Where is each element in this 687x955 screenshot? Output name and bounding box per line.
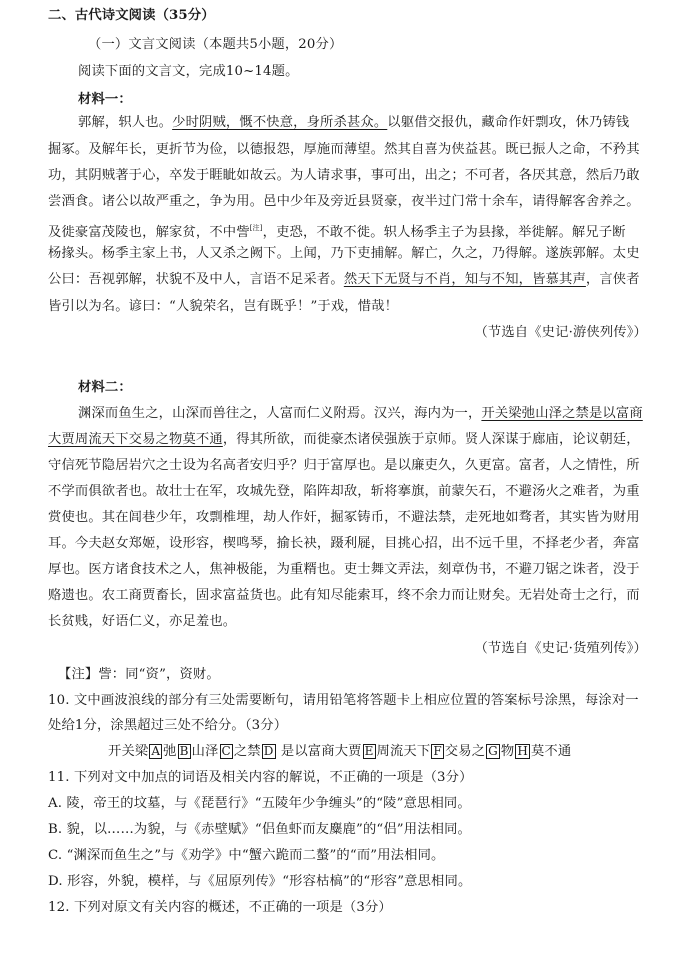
underlined-text: 然天下无贤与不肖，知与不知，皆慕其声	[343, 272, 586, 287]
passage-line: 功，其阴贼著于心，卒发于睚眦如故云。为人请求事，事可出，出之；不可者，各厌其意，然后乃敢	[48, 168, 640, 183]
passage-line: 不学而俱欲者也。故壮士在军，攻城先登，陷阵却敌，斩将搴旗，前蒙矢石，不避汤火之难者，为重	[48, 484, 640, 499]
wavy-underlined-text: 少时阴贼，慨不快意，身所杀甚众。	[172, 115, 388, 130]
wavy-underlined-text: 大贾周流天下交易之物莫不通	[48, 432, 223, 447]
reading-instruction: 阅读下面的文言文，完成10~14题。	[78, 64, 299, 79]
passage-line: 长贫贱，好语仁义，亦足羞也。	[48, 614, 237, 629]
passage-line: 公曰：吾视郭解，状貌不及中人，言语不足采者。然天下无贤与不肖，知与不知，皆慕其声，言侠者	[48, 272, 640, 287]
answer-box-a[interactable]: A	[151, 744, 161, 758]
question-10-stem: 10. 文中画波浪线的部分有三处需要断句，请用铅笔将答题卡上相应位置的答案标号涂黑，每涂对一	[48, 693, 639, 708]
passage-line: 皆引以为名。谚曰：“人貌荣名，岂有既乎！”于戏，惜哉！	[48, 299, 399, 314]
answer-box-e[interactable]: E	[364, 744, 374, 758]
material1-label: 材料一：	[78, 92, 132, 107]
q10-answer-segments: 开关梁 A 弛 B 山泽 C 之禁 D 是以富商大贾 E 周流天下 F 交易之 G 物 H 莫不通	[108, 744, 572, 759]
material1-source: （节选自《史记·游侠列传》）	[474, 325, 647, 340]
passage-line: 尝酒食。诸公以故严重之，争为用。邑中少年及旁近县贤豪，夜半过门常十余车，请得解客舍养之。	[48, 194, 640, 209]
question-11-stem: 11. 下列对文中加点的词语及相关内容的解说，不正确的一项是（3分）	[48, 770, 473, 785]
passage-line: 赏使也。其在闾巷少年，攻剽椎埋，劫人作奸，掘冢铸币，不避法禁，走死地如骛者，其实皆为财用	[48, 510, 640, 525]
passage-line: 及徙豪富茂陵也，解家贫，不中訾[注]，吏恐，不敢不徙。轵人杨季主子为县掾，举徙解。解兄子断	[48, 224, 626, 240]
passage-line: 厚也。医方诸食技术之人，焦神极能，为重糈也。吏士舞文弄法，刻章伪书，不避刀锯之诛者，没于	[48, 562, 640, 577]
passage-line: 杨掾头。杨季主家上书，人又杀之阙下。上闻，乃下吏捕解。解亡，久之，乃得解。遂族郭解。太史	[48, 246, 640, 261]
passage-line: 耳。今夫赵女郑姬，设形容，楔鸣琴，揄长袂，蹑利屣，目挑心招，出不远千里，不择老少者，奔富	[48, 536, 640, 551]
material2-source: （节选自《史记·货殖列传》）	[474, 641, 647, 656]
passage-line: 郭解，轵人也。少时阴贼，慨不快意，身所杀甚众。以躯借交报仇，藏命作奸剽攻，休乃铸钱	[78, 115, 630, 130]
section-subtitle: （一）文言文阅读（本题共5小题，20分）	[88, 37, 343, 52]
footnote-marker: [注]	[249, 224, 263, 232]
passage-line: 守信死节隐居岩穴之士设为名高者安归乎？归于富厚也。是以廉吏久，久更富。富者，人之情性，所	[48, 458, 640, 473]
answer-box-f[interactable]: F	[433, 744, 442, 758]
passage-line: 赂遗也。农工商贾畜长，固求富益货也。此有知尽能索耳，终不余力而让财矣。无岩处奇士之行，而	[48, 588, 640, 603]
passage-line: 掘冢。及解年长，更折节为俭，以德报怨，厚施而薄望。然其自喜为侠益甚。既已振人之命，不矜其	[48, 142, 640, 157]
passage-line: 大贾周流天下交易之物莫不通，得其所欲，而徙豪杰诸侯强族于京师。贤人深谋于廊庙，论议朝廷，	[48, 432, 640, 447]
passage-line: 渊深而鱼生之，山深而兽往之，人富而仁义附焉。汉兴，海内为一，开关梁弛山泽之禁是以富商	[78, 406, 643, 421]
footnote: 【注】訾：同“资”，资财。	[58, 667, 220, 682]
question-12-stem: 12. 下列对原文有关内容的概述，不正确的一项是（3分）	[48, 900, 392, 915]
q11-option-d[interactable]: D. 形容，外貌，模样，与《屈原列传》“形容枯槁”的“形容”意思相同。	[48, 874, 472, 889]
wavy-underlined-text: 开关梁弛山泽之禁是以富商	[481, 406, 643, 421]
answer-box-h[interactable]: H	[517, 744, 528, 758]
material2-label: 材料二：	[78, 380, 132, 395]
answer-box-b[interactable]: B	[179, 744, 189, 758]
answer-box-g[interactable]: G	[488, 744, 498, 758]
q11-option-c[interactable]: C. “渊深而鱼生之”与《劝学》中“蟹六跪而二螯”的“而”用法相同。	[48, 848, 445, 863]
q11-option-b[interactable]: B. 貌，以……为貌，与《赤壁赋》“侣鱼虾而友麋鹿”的“侣”用法相同。	[48, 822, 471, 837]
q11-option-a[interactable]: A. 陵，帝王的坟墓，与《琵琶行》“五陵年少争缠头”的“陵”意思相同。	[48, 796, 471, 811]
question-10-stem-cont: 处给1分，涂黑超过三处不给分。（3分）	[48, 718, 288, 733]
answer-box-c[interactable]: C	[221, 744, 231, 758]
answer-box-d[interactable]: D	[263, 744, 274, 758]
section-title: 二、古代诗文阅读（35分）	[48, 8, 215, 23]
